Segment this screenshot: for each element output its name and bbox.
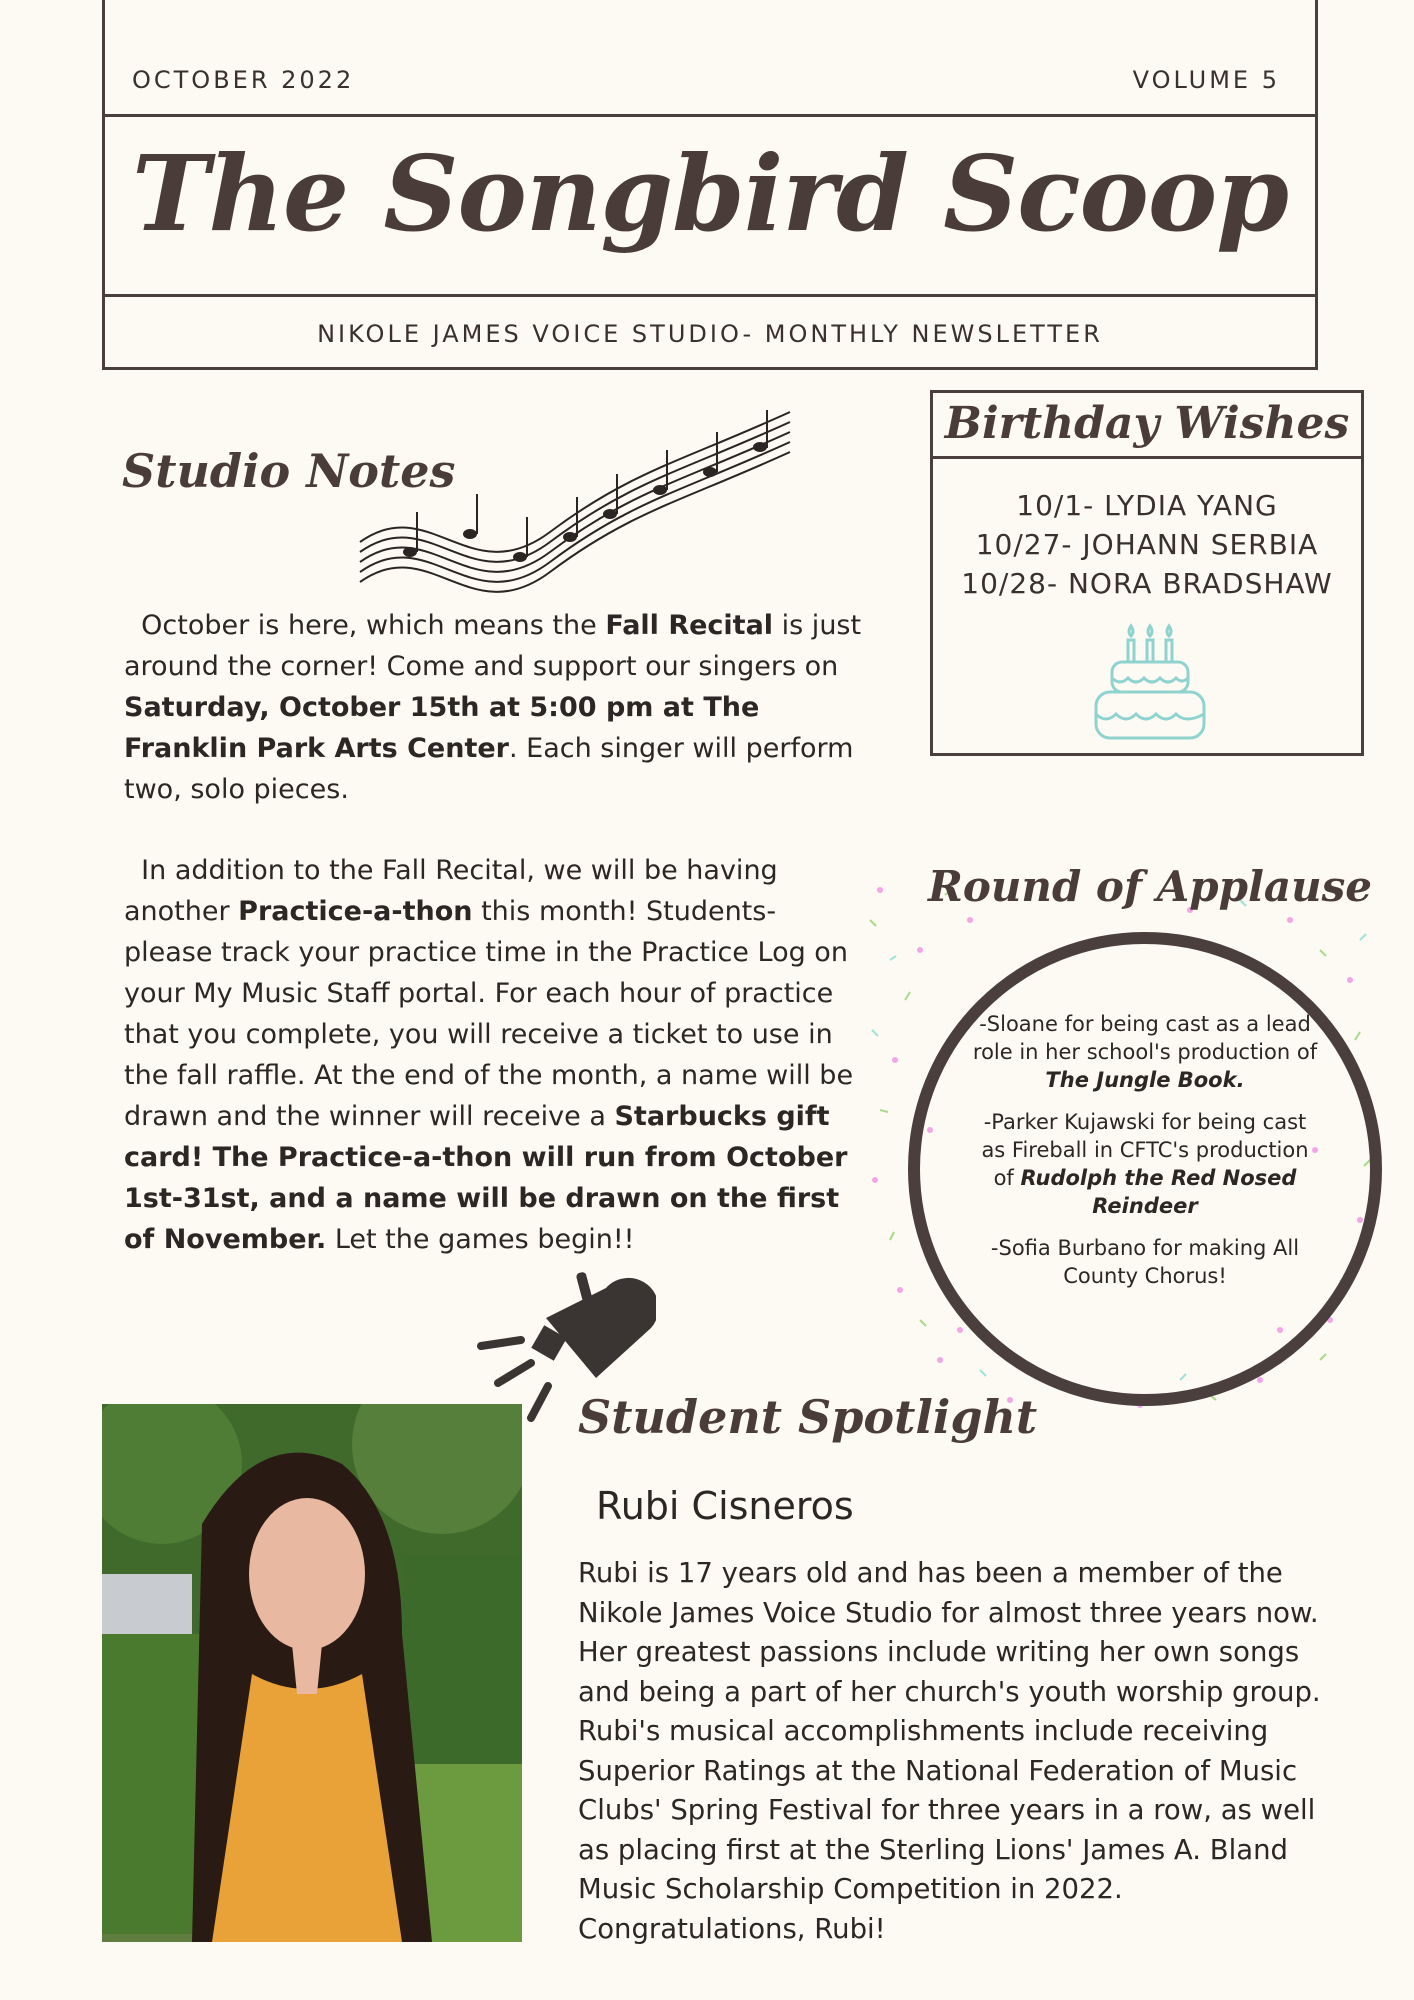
list-item: 10/1- LYDIA YANG <box>1016 489 1278 522</box>
applause-heading: Round of Applause <box>927 862 1373 911</box>
birthday-cake-icon <box>1090 620 1210 746</box>
newsletter-subtitle: NIKOLE JAMES VOICE STUDIO- MONTHLY NEWSLETTER <box>317 320 1103 348</box>
recital-paragraph: October is here, which means the Fall Recital is just around the corner! Come and support our singers on Saturday, October 15th at 5:00 pm at The Franklin Park Arts Center. Each singer will perform two, solo pieces. <box>124 610 862 805</box>
student-bio: Rubi is 17 years old and has been a member of the Nikole James Voice Studio for almost three years now. Her greatest passions include writing her own songs and being a part of her church's youth worship group. Rubi's musical accomplishments include receiving Superior Ratings at the National Federation of Music Clubs' Spring Festival for three years in a row, as well as placing first at the Sterling Lions' James A. Bland Music Scholarship Competition in 2022. Congratulations, Rubi! <box>578 1557 1321 1945</box>
music-staff-icon <box>350 402 800 602</box>
masthead-top-rule <box>102 114 1318 117</box>
issue-volume: VOLUME 5 <box>1132 66 1280 94</box>
issue-date: OCTOBER 2022 <box>132 66 355 94</box>
applause-list <box>970 1010 1320 1304</box>
student-photo <box>102 1404 522 1942</box>
studio-notes-heading: Studio Notes <box>122 444 456 498</box>
list-item: 10/27- JOHANN SERBIA <box>975 528 1319 561</box>
list-item: -Sloane for being cast as a lead role in her school's production of The Jungle Book. <box>972 1012 1318 1092</box>
birthday-rule <box>930 456 1364 459</box>
birthday-heading: Birthday Wishes <box>944 398 1350 449</box>
newsletter-title: The Songbird Scoop <box>131 132 1288 255</box>
spotlight-heading: Student Spotlight <box>578 1390 1038 1444</box>
list-item: -Sofia Burbano for making All County Chorus! <box>990 1236 1300 1288</box>
practice-a-thon-paragraph: In addition to the Fall Recital, we will be having another Practice-a-thon this month! Students- please track your practice time in the Practice Log on your My Music Staff portal. For each hour of practice that you complete, you will receive a ticket to use in the fall raffle. At the end of the month, a name will be drawn and the winner will receive a Starbucks gift card! The Practice-a-thon will run from October 1st-31st, and a name will be drawn on the first of November. Let the games begin!! <box>124 855 854 1255</box>
masthead-bottom-rule <box>102 294 1318 297</box>
birthday-list <box>930 486 1364 603</box>
list-item: -Parker Kujawski for being cast as Fireball in CFTC's production of Rudolph the Red Nosed Reindeer <box>981 1110 1309 1218</box>
list-item: 10/28- NORA BRADSHAW <box>961 567 1333 600</box>
student-name: Rubi Cisneros <box>596 1484 854 1528</box>
